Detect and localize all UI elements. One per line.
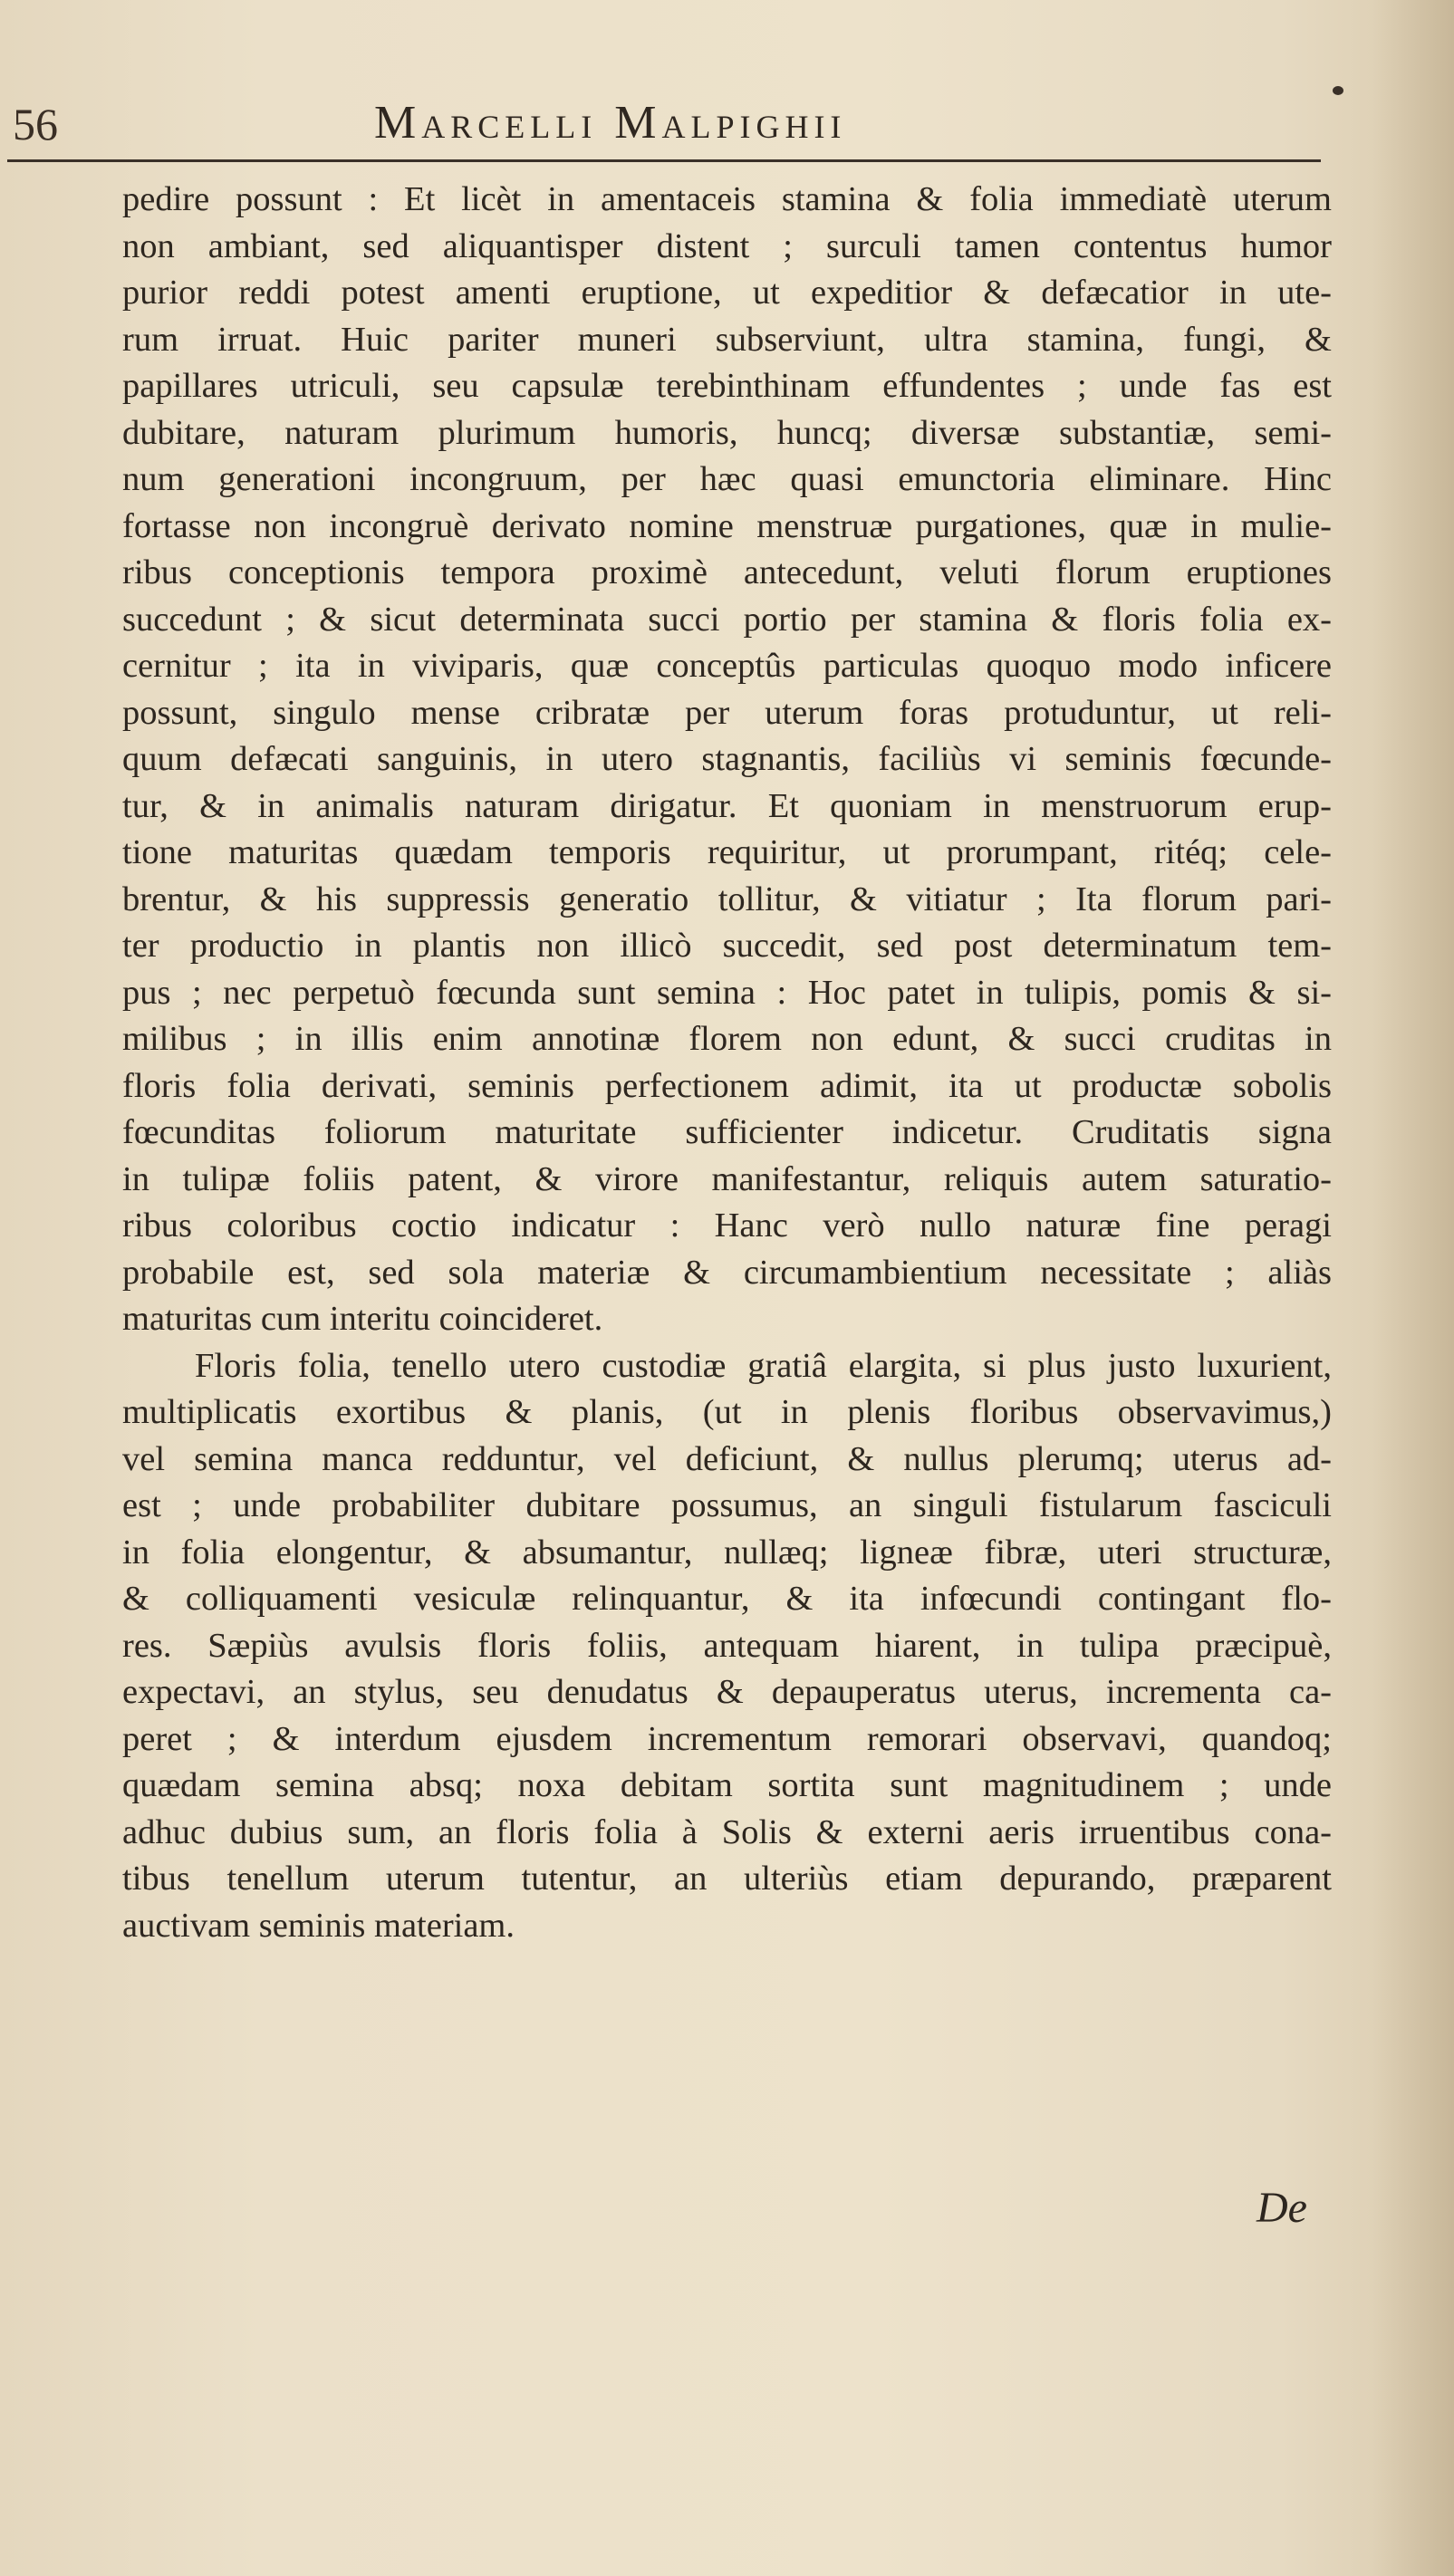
- text-line: res. Sæpiùs avulsis floris foliis, antequam hiarent, in tulipa præcipuè,: [122, 1626, 1332, 1665]
- text-line: papillares utriculi, seu capsulæ terebinthinam effundentes ; unde fas est: [122, 367, 1332, 405]
- text-line: purior reddi potest amenti eruptione, ut expeditior & defæcatior in ute-: [122, 274, 1332, 312]
- text-line: probabile est, sed sola materiæ & circumambientium necessitate ; aliàs: [122, 1253, 1332, 1292]
- text-line: vel semina manca redduntur, vel deficiunt, & nullus plerumq; uterus ad-: [122, 1439, 1332, 1478]
- text-line: tur, & in animalis naturam dirigatur. Et quoniam in menstruorum erup-: [122, 786, 1332, 825]
- catchword: De: [1257, 2184, 1307, 2232]
- ink-blot: [1333, 86, 1343, 95]
- text-line: est ; unde probabiliter dubitare possumus, an singuli fistularum fasciculi: [122, 1486, 1332, 1524]
- text-line: quum defæcati sanguinis, in utero stagnantis, faciliùs vi seminis fœcunde-: [122, 740, 1332, 778]
- text-line: auctivam seminis materiam.: [122, 1906, 515, 1945]
- text-line: succedunt ; & sicut determinata succi portio per stamina & floris folia ex-: [122, 600, 1332, 639]
- text-line: milibus ; in illis enim annotinæ florem non edunt, & succi cruditas in: [122, 1020, 1332, 1058]
- text-line: num generationi incongruum, per hæc quasi emunctoria eliminare. Hinc: [122, 460, 1332, 498]
- text-line: brentur, & his suppressis generatio tollitur, & vitiatur ; Ita florum pari-: [122, 879, 1332, 918]
- text-line: ribus conceptionis tempora proximè antecedunt, veluti florum eruptiones: [122, 553, 1332, 591]
- text-line: tione maturitas quædam temporis requiritur, ut prorumpant, ritéq; cele-: [122, 833, 1332, 871]
- text-line: adhuc dubius sum, an floris folia à Solis & externi aeris irruentibus cona-: [122, 1812, 1332, 1851]
- text-line: non ambiant, sed aliquantisper distent ; surculi tamen contentus humor: [122, 226, 1332, 265]
- page-number: 56: [13, 99, 58, 149]
- text-line: quædam semina absq; noxa debitam sortita sunt magnitudinem ; unde: [122, 1766, 1332, 1804]
- text-line: cernitur ; ita in viviparis, quæ conceptûs particulas quoquo modo inficere: [122, 647, 1332, 685]
- text-line: ribus coloribus coctio indicatur : Hanc verò nullo naturæ fine peragi: [122, 1206, 1332, 1245]
- text-line: fœcunditas foliorum maturitate sufficienter indicetur. Cruditatis signa: [122, 1113, 1332, 1151]
- text-line: in tulipæ foliis patent, & virore manifestantur, reliquis autem saturatio-: [122, 1159, 1332, 1198]
- text-line: maturitas cum interitu coincideret.: [122, 1300, 603, 1338]
- text-line: dubitare, naturam plurimum humoris, huncq; diversæ substantiæ, semi-: [122, 413, 1332, 452]
- text-line: & colliquamenti vesiculæ relinquantur, & ita infœcundi contingant flo-: [122, 1580, 1332, 1618]
- text-line: pus ; nec perpetuò fœcunda sunt semina : Hoc patet in tulipis, pomis & si-: [122, 973, 1332, 1012]
- page-header: [0, 92, 1332, 165]
- running-head: Marcelli Malpighii: [374, 97, 847, 149]
- text-line: tibus tenellum uterum tutentur, an ulteriùs etiam depurando, præparent: [122, 1860, 1332, 1898]
- text-line: expectavi, an stylus, seu denudatus & depauperatus uterus, incrementa ca-: [122, 1673, 1332, 1711]
- text-line: possunt, singulo mense cribratæ per uterum foras protuduntur, ut reli-: [122, 693, 1332, 732]
- header-rule: [7, 159, 1321, 162]
- text-line: floris folia derivati, seminis perfectionem adimit, ita ut productæ sobolis: [122, 1066, 1332, 1105]
- paragraph-2: [122, 1343, 1332, 1950]
- body-text: [122, 177, 1332, 1949]
- text-line: Floris folia, tenello utero custodiæ gratiâ elargita, si plus justo luxurient,: [195, 1346, 1332, 1385]
- text-line: pedire possunt : Et licèt in amentaceis stamina & folia immediatè uterum: [122, 180, 1332, 218]
- text-line: in folia elongentur, & absumantur, nullæq; ligneæ fibræ, uteri structuræ,: [122, 1533, 1332, 1572]
- text-line: multiplicatis exortibus & planis, (ut in plenis floribus observavimus,): [122, 1393, 1332, 1431]
- text-line: ter productio in plantis non illicò succedit, sed post determinatum tem-: [122, 927, 1332, 965]
- text-line: fortasse non incongruè derivato nomine menstruæ purgationes, quæ in mulie-: [122, 506, 1332, 545]
- text-line: peret ; & interdum ejusdem incrementum remorari observavi, quandoq;: [122, 1719, 1332, 1758]
- text-line: rum irruat. Huic pariter muneri subserviunt, ultra stamina, fungi, &: [122, 320, 1332, 359]
- paragraph-1: [122, 177, 1332, 1343]
